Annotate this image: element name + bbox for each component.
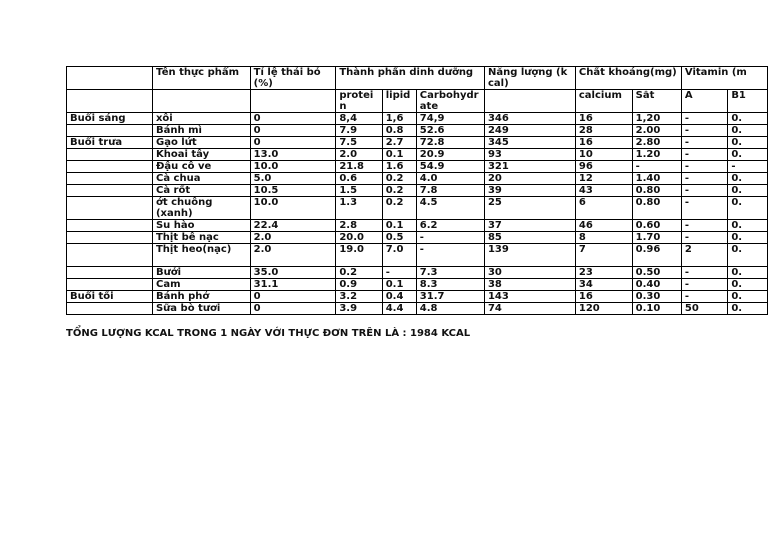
cell-vit-a: - xyxy=(681,267,727,279)
cell-protein: 1.5 xyxy=(336,185,382,197)
cell-waste: 10.0 xyxy=(250,161,336,173)
cell-energy: 39 xyxy=(484,185,575,197)
cell-protein: 0.6 xyxy=(336,173,382,185)
cell-vit-a: - xyxy=(681,220,727,232)
cell-lipid: 1.6 xyxy=(382,161,416,173)
header-food: Tên thực phẩm xyxy=(152,67,250,90)
cell-vit-b: 0. xyxy=(728,113,768,125)
cell-food: Cà chua xyxy=(152,173,250,185)
table-row xyxy=(67,161,768,173)
cell-lipid: 0.4 xyxy=(382,291,416,303)
header-meal-cell xyxy=(67,67,153,90)
cell-lipid: 4.4 xyxy=(382,303,416,315)
cell-carb: 4.0 xyxy=(416,173,484,185)
cell-waste: 2.0 xyxy=(250,244,336,267)
cell-meal: Buổi trưa xyxy=(67,137,153,149)
cell-food: Cam xyxy=(152,279,250,291)
cell-meal xyxy=(67,161,153,173)
cell-iron: 0.30 xyxy=(632,291,681,303)
cell-vit-a: - xyxy=(681,149,727,161)
cell-meal xyxy=(67,279,153,291)
cell-carb: 52.6 xyxy=(416,125,484,137)
cell-protein: 0.2 xyxy=(336,267,382,279)
cell-vit-a: - xyxy=(681,125,727,137)
cell-carb: 20.9 xyxy=(416,149,484,161)
cell-iron: 1.70 xyxy=(632,232,681,244)
cell-food: Bưởi xyxy=(152,267,250,279)
cell-calcium: 7 xyxy=(575,244,632,267)
cell-calcium: 16 xyxy=(575,137,632,149)
nutrition-table xyxy=(66,66,768,315)
cell-vit-b: 0. xyxy=(728,197,768,220)
cell-vit-a: - xyxy=(681,232,727,244)
cell-vit-a: - xyxy=(681,279,727,291)
cell-iron: 0.60 xyxy=(632,220,681,232)
cell-carb: 4.5 xyxy=(416,197,484,220)
table-row xyxy=(67,185,768,197)
cell-energy: 345 xyxy=(484,137,575,149)
cell-meal xyxy=(67,267,153,279)
cell-lipid: 0.1 xyxy=(382,149,416,161)
subheader-vitamin-a: A xyxy=(681,90,727,113)
cell-energy: 37 xyxy=(484,220,575,232)
cell-vit-b: 0. xyxy=(728,137,768,149)
cell-lipid: 0.2 xyxy=(382,173,416,185)
cell-vit-b: 0. xyxy=(728,303,768,315)
cell-vit-b: 0. xyxy=(728,232,768,244)
cell-carb: 72.8 xyxy=(416,137,484,149)
cell-waste: 0 xyxy=(250,125,336,137)
cell-iron: 0.80 xyxy=(632,185,681,197)
cell-calcium: 96 xyxy=(575,161,632,173)
cell-energy: 85 xyxy=(484,232,575,244)
cell-protein: 2.0 xyxy=(336,149,382,161)
cell-meal xyxy=(67,220,153,232)
cell-waste: 0 xyxy=(250,303,336,315)
cell-energy: 143 xyxy=(484,291,575,303)
cell-vit-b: 0. xyxy=(728,149,768,161)
subheader-empty xyxy=(152,90,250,113)
cell-calcium: 34 xyxy=(575,279,632,291)
cell-energy: 249 xyxy=(484,125,575,137)
cell-vit-a: - xyxy=(681,185,727,197)
subheader-protein: protein xyxy=(336,90,382,113)
cell-meal xyxy=(67,197,153,220)
cell-energy: 93 xyxy=(484,149,575,161)
header-row xyxy=(67,67,768,90)
cell-food: Khoai tây xyxy=(152,149,250,161)
table-row xyxy=(67,279,768,291)
subheader-carbohydrate: Carbohydrate xyxy=(416,90,484,113)
cell-protein: 3.2 xyxy=(336,291,382,303)
cell-iron: 0.80 xyxy=(632,197,681,220)
cell-iron: 1.40 xyxy=(632,173,681,185)
cell-energy: 20 xyxy=(484,173,575,185)
cell-meal xyxy=(67,303,153,315)
cell-energy: 139 xyxy=(484,244,575,267)
cell-waste: 2.0 xyxy=(250,232,336,244)
cell-energy: 25 xyxy=(484,197,575,220)
header-minerals: Chất khoáng(mg) xyxy=(575,67,681,90)
cell-meal: Buổi sáng xyxy=(67,113,153,125)
cell-waste: 31.1 xyxy=(250,279,336,291)
cell-protein: 7.5 xyxy=(336,137,382,149)
cell-vit-b: 0. xyxy=(728,173,768,185)
cell-lipid: 0.8 xyxy=(382,125,416,137)
cell-food: Bánh mì xyxy=(152,125,250,137)
cell-carb: 7.8 xyxy=(416,185,484,197)
cell-carb: 31.7 xyxy=(416,291,484,303)
cell-iron: 2.00 xyxy=(632,125,681,137)
cell-meal xyxy=(67,149,153,161)
cell-vit-a: - xyxy=(681,173,727,185)
cell-calcium: 43 xyxy=(575,185,632,197)
cell-vit-b: 0. xyxy=(728,125,768,137)
cell-meal xyxy=(67,173,153,185)
cell-carb: 54.9 xyxy=(416,161,484,173)
cell-calcium: 120 xyxy=(575,303,632,315)
cell-iron: 1.20 xyxy=(632,149,681,161)
subheader-calcium: calcium xyxy=(575,90,632,113)
cell-food: Sữa bò tươi xyxy=(152,303,250,315)
cell-iron: - xyxy=(632,161,681,173)
header-energy: Năng lượng (kcal) xyxy=(484,67,575,90)
cell-carb: 4.8 xyxy=(416,303,484,315)
cell-lipid: 2.7 xyxy=(382,137,416,149)
cell-vit-a: - xyxy=(681,291,727,303)
header-waste: Tỉ lệ thải bỏ(%) xyxy=(250,67,336,90)
cell-carb: 8.3 xyxy=(416,279,484,291)
cell-meal xyxy=(67,244,153,267)
cell-lipid: 0.2 xyxy=(382,185,416,197)
cell-iron: 0.40 xyxy=(632,279,681,291)
cell-protein: 8,4 xyxy=(336,113,382,125)
cell-calcium: 16 xyxy=(575,113,632,125)
cell-carb: 74,9 xyxy=(416,113,484,125)
cell-protein: 7.9 xyxy=(336,125,382,137)
table-row xyxy=(67,113,768,125)
cell-calcium: 12 xyxy=(575,173,632,185)
cell-protein: 19.0 xyxy=(336,244,382,267)
cell-food: Cà rốt xyxy=(152,185,250,197)
cell-energy: 346 xyxy=(484,113,575,125)
cell-lipid: - xyxy=(382,267,416,279)
table-row xyxy=(67,197,768,220)
cell-protein: 2.8 xyxy=(336,220,382,232)
cell-carb: 6.2 xyxy=(416,220,484,232)
cell-waste: 0 xyxy=(250,137,336,149)
cell-food: Đậu cô ve xyxy=(152,161,250,173)
header-vitamins: Vitamin (m xyxy=(681,67,767,90)
cell-calcium: 23 xyxy=(575,267,632,279)
cell-waste: 0 xyxy=(250,291,336,303)
cell-protein: 1.3 xyxy=(336,197,382,220)
cell-iron: 2.80 xyxy=(632,137,681,149)
subheader-empty xyxy=(250,90,336,113)
cell-calcium: 10 xyxy=(575,149,632,161)
table-row xyxy=(67,244,768,267)
cell-energy: 38 xyxy=(484,279,575,291)
cell-energy: 74 xyxy=(484,303,575,315)
cell-protein: 20.0 xyxy=(336,232,382,244)
cell-iron: 0.96 xyxy=(632,244,681,267)
cell-lipid: 0.1 xyxy=(382,220,416,232)
cell-food: Bánh phở xyxy=(152,291,250,303)
cell-food: Gạo lứt xyxy=(152,137,250,149)
table-row xyxy=(67,220,768,232)
cell-iron: 1,20 xyxy=(632,113,681,125)
cell-waste: 10.0 xyxy=(250,197,336,220)
cell-calcium: 8 xyxy=(575,232,632,244)
cell-calcium: 46 xyxy=(575,220,632,232)
cell-waste: 22.4 xyxy=(250,220,336,232)
cell-carb: - xyxy=(416,244,484,267)
cell-meal: Buổi tối xyxy=(67,291,153,303)
table-row xyxy=(67,125,768,137)
table-row xyxy=(67,303,768,315)
cell-calcium: 28 xyxy=(575,125,632,137)
cell-iron: 0.10 xyxy=(632,303,681,315)
subheader-vitamin-b1: B1 xyxy=(728,90,768,113)
cell-protein: 0.9 xyxy=(336,279,382,291)
cell-energy: 321 xyxy=(484,161,575,173)
cell-lipid: 1,6 xyxy=(382,113,416,125)
cell-lipid: 0.1 xyxy=(382,279,416,291)
cell-waste: 5.0 xyxy=(250,173,336,185)
cell-waste: 10.5 xyxy=(250,185,336,197)
table-row xyxy=(67,149,768,161)
cell-meal xyxy=(67,125,153,137)
cell-waste: 0 xyxy=(250,113,336,125)
cell-calcium: 6 xyxy=(575,197,632,220)
cell-iron: 0.50 xyxy=(632,267,681,279)
cell-protein: 21.8 xyxy=(336,161,382,173)
cell-food: Thịt heo(nạc) xyxy=(152,244,250,267)
cell-waste: 13.0 xyxy=(250,149,336,161)
cell-vit-a: - xyxy=(681,161,727,173)
cell-meal xyxy=(67,185,153,197)
cell-food: Su hào xyxy=(152,220,250,232)
cell-vit-a: - xyxy=(681,113,727,125)
cell-vit-b: 0. xyxy=(728,279,768,291)
table-row xyxy=(67,267,768,279)
cell-vit-a: - xyxy=(681,137,727,149)
cell-calcium: 16 xyxy=(575,291,632,303)
cell-vit-b: 0. xyxy=(728,267,768,279)
table-row xyxy=(67,137,768,149)
cell-waste: 35.0 xyxy=(250,267,336,279)
subheader-row xyxy=(67,90,768,113)
cell-food: Thịt bê nạc xyxy=(152,232,250,244)
cell-vit-a: 50 xyxy=(681,303,727,315)
cell-carb: - xyxy=(416,232,484,244)
cell-lipid: 0.5 xyxy=(382,232,416,244)
table-row xyxy=(67,173,768,185)
cell-lipid: 0.2 xyxy=(382,197,416,220)
table-row xyxy=(67,232,768,244)
cell-food: ớt chuông (xanh) xyxy=(152,197,250,220)
cell-vit-a: - xyxy=(681,197,727,220)
subheader-empty xyxy=(67,90,153,113)
cell-vit-b: 0. xyxy=(728,291,768,303)
subheader-lipid: lipid xyxy=(382,90,416,113)
cell-energy: 30 xyxy=(484,267,575,279)
cell-meal xyxy=(67,232,153,244)
total-kcal-text: TỔNG LƯỢNG KCAL TRONG 1 NGÀY VỚI THỰC ĐƠN TRÊN LÀ : 1984 KCAL xyxy=(66,328,471,339)
cell-protein: 3.9 xyxy=(336,303,382,315)
table-row xyxy=(67,291,768,303)
cell-vit-b: 0. xyxy=(728,244,768,267)
subheader-iron: Sắt xyxy=(632,90,681,113)
cell-vit-a: 2 xyxy=(681,244,727,267)
cell-vit-b: 0. xyxy=(728,220,768,232)
cell-carb: 7.3 xyxy=(416,267,484,279)
cell-lipid: 7.0 xyxy=(382,244,416,267)
cell-vit-b: 0. xyxy=(728,185,768,197)
subheader-empty xyxy=(484,90,575,113)
cell-food: xôi xyxy=(152,113,250,125)
header-nutrients: Thành phần dinh dưỡng xyxy=(336,67,485,90)
cell-vit-b: - xyxy=(728,161,768,173)
